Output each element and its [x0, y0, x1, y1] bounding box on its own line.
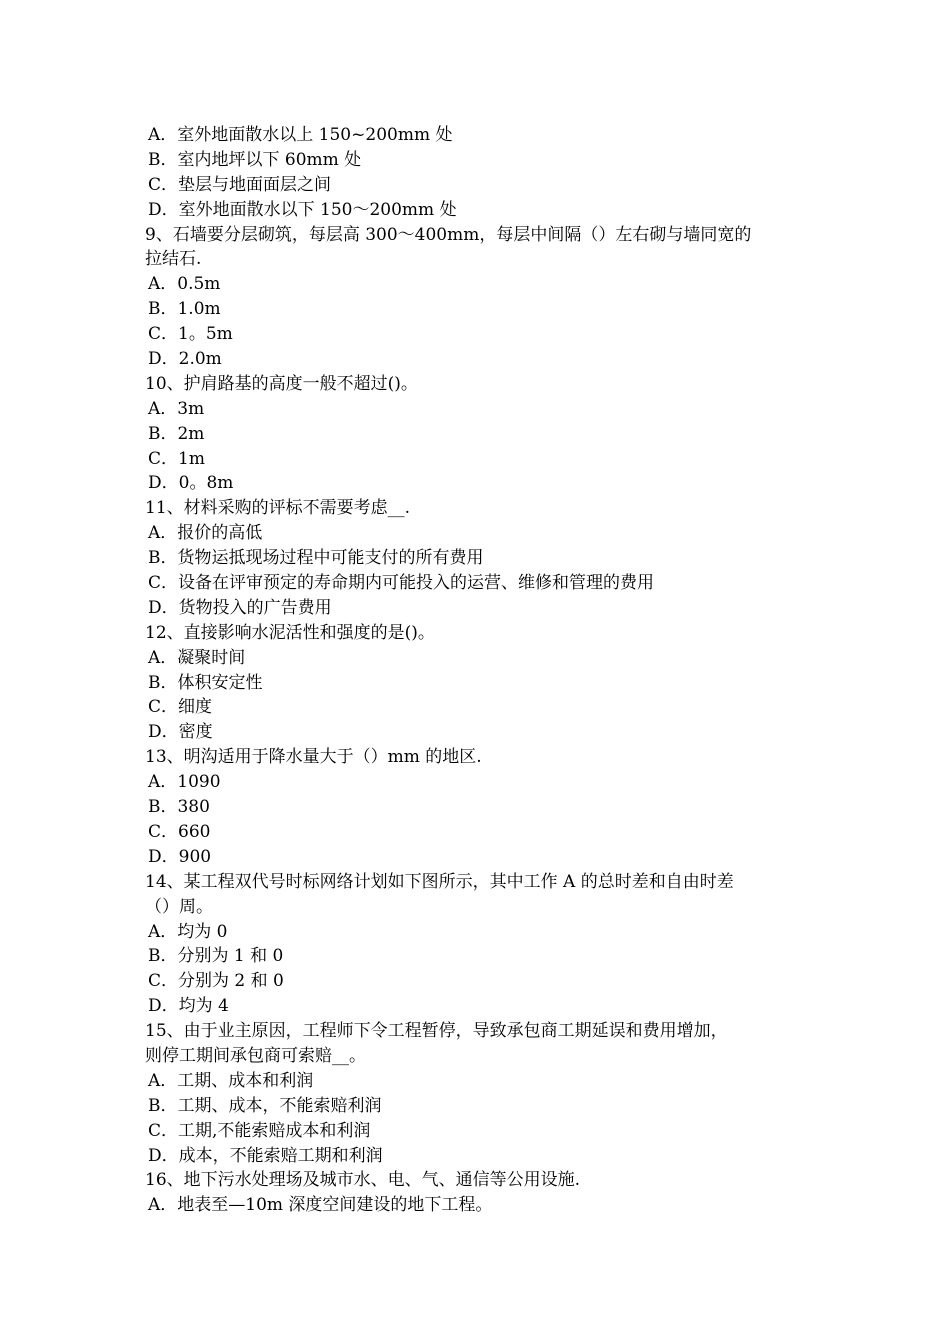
- answer-option: C．分别为 2 和 0: [148, 971, 284, 992]
- question-text: 12、直接影响水泥活性和强度的是()。: [145, 622, 435, 643]
- question-text-continued: 则停工期间承包商可索赔__。: [145, 1045, 366, 1066]
- answer-option: A．室外地面散水以上 150~200mm 处: [148, 125, 453, 145]
- answer-option: C．660: [148, 821, 211, 842]
- answer-option: B．1.0m: [148, 299, 221, 320]
- answer-option: D．均为 4: [148, 996, 229, 1017]
- question-text: 11、材料采购的评标不需要考虑__.: [145, 498, 411, 519]
- answer-option: B．分别为 1 和 0: [148, 946, 284, 967]
- answer-option: D．货物投入的广告费用: [148, 597, 332, 618]
- answer-option: C．1m: [148, 448, 205, 469]
- answer-option: B．体积安定性: [148, 672, 263, 693]
- answer-option: C．细度: [148, 697, 213, 718]
- question-text: 14、某工程双代号时标网络计划如下图所示，其中工作 A 的总时差和自由时差: [145, 871, 734, 892]
- answer-option: A．报价的高低: [148, 523, 263, 544]
- answer-option: C．1。5m: [148, 324, 233, 345]
- question-text-continued: （）周。: [145, 896, 213, 917]
- question-text: 15、由于业主原因，工程师下令工程暂停，导致承包商工期延误和费用增加，: [145, 1021, 728, 1042]
- question-text: 10、护肩路基的高度一般不超过()。: [145, 373, 418, 394]
- answer-option: A．工期、成本和利润: [148, 1070, 314, 1091]
- answer-option: D．2.0m: [148, 349, 222, 370]
- question-text: 9、石墙要分层砌筑，每层高 300～400mm，每层中间隔（）左右砌与墙同宽的: [145, 224, 752, 245]
- document-body: [145, 123, 810, 1218]
- answer-option: B．2m: [148, 423, 205, 444]
- answer-option: A．地表至—10m 深度空间建设的地下工程。: [148, 1195, 493, 1216]
- answer-option: B．货物运抵现场过程中可能支付的所有费用: [148, 548, 484, 569]
- answer-option: B．380: [148, 797, 210, 818]
- answer-option: A．1090: [148, 772, 221, 793]
- answer-option: D．密度: [148, 722, 213, 743]
- answer-option: C．设备在评审预定的寿命期内可能投入的运营、维修和管理的费用: [148, 573, 655, 594]
- answer-option: A．均为 0: [148, 921, 228, 942]
- answer-option: D．室外地面散水以下 150～200mm 处: [148, 199, 457, 220]
- answer-option: C．垫层与地面面层之间: [148, 174, 332, 195]
- answer-option: A．凝聚时间: [148, 647, 246, 668]
- answer-option: D．成本，不能索赔工期和利润: [148, 1145, 383, 1166]
- answer-option: B．室内地坪以下 60mm 处: [148, 149, 362, 170]
- question-text-continued: 拉结石.: [145, 249, 202, 270]
- answer-option: C．工期,不能索赔成本和利润: [148, 1120, 371, 1141]
- question-text: 16、地下污水处理场及城市水、电、气、通信等公用设施.: [145, 1170, 581, 1191]
- answer-option: D．900: [148, 846, 212, 867]
- answer-option: D．0。8m: [148, 473, 234, 494]
- question-text: 13、明沟适用于降水量大于（）mm 的地区.: [145, 747, 482, 768]
- answer-option: B．工期、成本，不能索赔利润: [148, 1095, 382, 1116]
- answer-option: A．3m: [148, 398, 205, 419]
- answer-option: A．0.5m: [148, 274, 221, 295]
